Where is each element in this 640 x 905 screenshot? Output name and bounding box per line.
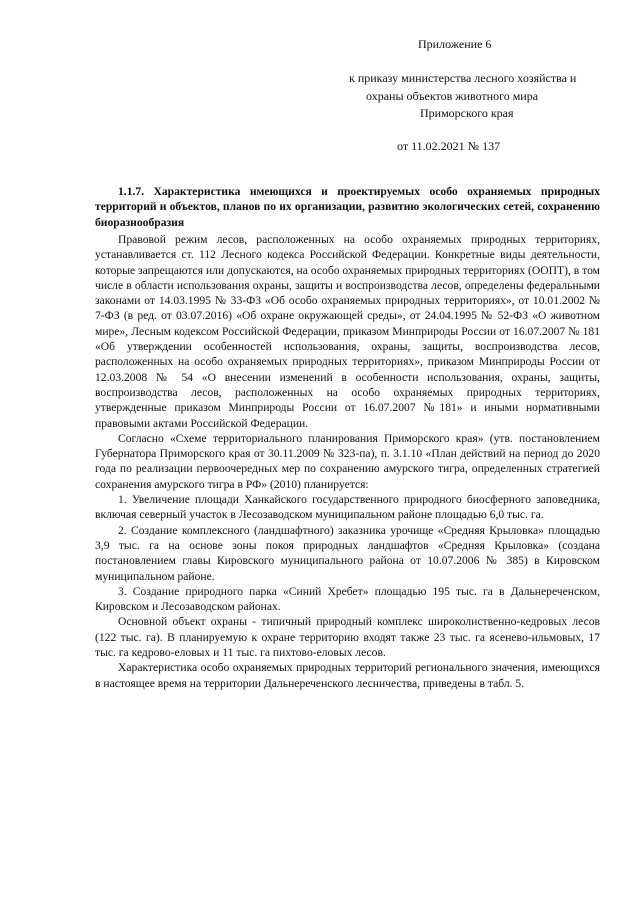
document-body xyxy=(95,232,600,691)
paragraph-protected-object: Основной объект охраны - типичный природный комплекс широколиственно-кедровых лесов (122 тыс. га). В планируемую к охране территорию входят также 23 тыс. га ясенево-ильмовых, 17 тыс. га кедрово-еловых и 11 тыс. га пихтово-еловых лесов. xyxy=(95,615,600,660)
appendix-label: Приложение 6 xyxy=(418,37,492,51)
paragraph-legal-regime: Правовой режим лесов, расположенных на особо охраняемых природных территориях, устанавливается ст. 112 Лесного кодекса Российской Федерации. Конкретные виды деятельности, которые запрещаются или допускаются, на особо охраняемых природных территориях (ООПТ), в том числе в области использования охраны, защиты и воспроизводства лесов, определены федеральными законами от 14.03.1995 № 33-ФЗ «Об особо охраняемых природных территориях», от 10.01.2002 № 7-ФЗ (в ред. от 03.07.2016) «Об охране окружающей среды», от 24.04.1995 № 52-ФЗ «О животном мире», Лесным кодексом Российской Федерации, приказом Минприроды России от 16.07.2007 № 181 «Об утверждении особенностей использования, охраны, защиты, воспроизводства лесов, расположенных на особо охраняемых природных территориях», приказом Минприроды России от 12.03.2008 № 54 «О внесении изменений в особенности использования, охраны, защиты, воспроизводства лесов, расположенных на особо охраняемых природных территориях, утвержденные приказом Минприроды России от 16.07.2007 №181» и иными нормативными правовыми актами Российской Федерации. xyxy=(95,233,600,430)
list-item-3: 3. Создание природного парка «Синий Хребет» площадью 195 тыс. га в Дальнереченском, Кировском и Лесозаводском районах. xyxy=(95,584,600,614)
paragraph-table-reference: Характеристика особо охраняемых природных территорий регионального значения, имеющихся в настоящее время на территории Дальнереченского лесничества, приведены в табл. 5. xyxy=(95,661,600,690)
order-reference-line-3: Приморского края xyxy=(420,106,514,120)
paragraph-territorial-scheme: Согласно «Схеме территориального планирования Приморского края» (утв. постановлением Губернатора Приморского края от 30.11.2009 № 323-па), п. 3.1.10 «План действий на период до 2020 года по реализации первоочередных мер по сохранению амурского тигра, определенных стратегией сохранения амурского тигра в РФ» (2010) планируется: xyxy=(95,431,600,491)
section-heading: 1.1.7. Характеристика имеющихся и проектируемых особо охраняемых природных территорий и объектов, планов по их организации, развитию экологических сетей, сохранению биоразнообразия xyxy=(95,185,600,229)
order-reference-line-2: охраны объектов животного мира xyxy=(366,89,539,103)
list-item-2: 2. Создание комплексного (ландшафтного) заказника урочище «Средняя Крыловка» площадью 3,9 тыс. га на основе зоны покоя природных ландшафтов «Средняя Крыловка» (создана постановлением главы Кировского муниципального района от 10.07.2006 № 385) в Кировском муниципальном районе. xyxy=(95,523,600,583)
order-reference-line-1: к приказу министерства лесного хозяйства и xyxy=(349,71,577,85)
order-date-number: от 11.02.2021 № 137 xyxy=(397,139,501,153)
list-item-1: 1. Увеличение площади Ханкайского государственного природного биосферного заповедника, включая северный участок в Лесозаводском муниципальном районе площадью 6,0 тыс. га. xyxy=(95,493,600,522)
